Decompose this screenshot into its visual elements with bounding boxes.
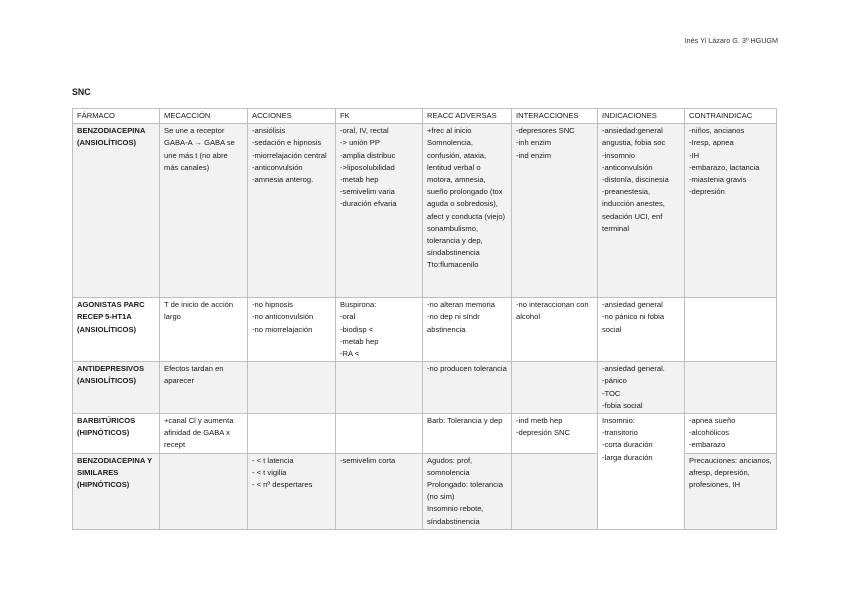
cell-fk bbox=[336, 414, 423, 454]
table-header-row bbox=[73, 109, 777, 124]
cell-interacciones: -depresores SNC -inh enzim -ind enzim bbox=[512, 124, 598, 298]
cell-farmaco: BENZODIACEPINA (ANSIOLÍTICOS) bbox=[73, 124, 160, 298]
cell-contraindicac: -niños, ancianos -Iresp, apnea -IH -embarazo, lactancia -miastenia gravis -depresión bbox=[685, 124, 777, 298]
cell-fk: -semivelim corta bbox=[336, 453, 423, 529]
cell-interacciones: -ind metb hep -depresión SNC bbox=[512, 414, 598, 454]
cell-farmaco: BARBITÚRICOS (HIPNÓTICOS) bbox=[73, 414, 160, 454]
header-fk: FK bbox=[336, 109, 423, 124]
header-mecaccion: MECACCIÓN bbox=[160, 109, 248, 124]
header-farmaco: FÁRMACO bbox=[73, 109, 160, 124]
header-indicaciones: INDICACIONES bbox=[598, 109, 685, 124]
cell-indicaciones: -ansiedad general. -pánico -TOC -fobia social bbox=[598, 362, 685, 414]
cell-mecaccion: Se une a receptor GABA-A → GABA se une más t (no abre más canales) bbox=[160, 124, 248, 298]
cell-contraindicac: -apnea sueño -alcohólicos -embarazo bbox=[685, 414, 777, 454]
cell-acciones bbox=[248, 414, 336, 454]
cell-farmaco: ANTIDEPRESIVOS (ANSIOLÍTICOS) bbox=[73, 362, 160, 414]
cell-fk bbox=[336, 362, 423, 414]
cell-interacciones bbox=[512, 453, 598, 529]
cell-acciones: -no hipnosis -no anticonvulsión -no miorrelajación bbox=[248, 298, 336, 362]
cell-interacciones bbox=[512, 362, 598, 414]
cell-indicaciones: -ansiedad general -no pánico ni fobia social bbox=[598, 298, 685, 362]
cell-fk: -oral, IV, rectal -> unión PP -amplia distribuc ->liposolubilidad -metab hep -semivelim varia -duración efvaria bbox=[336, 124, 423, 298]
cell-acciones: -ansiólisis -sedación e hipnosis -miorrelajación central -anticonvulsión -amnesia anterog. bbox=[248, 124, 336, 298]
cell-acciones: - < t latencia - < t vigilia - < nº despertares bbox=[248, 453, 336, 529]
cell-contraindicac: Precauciones: ancianos, afresp, depresión, profesiones, IH bbox=[685, 453, 777, 529]
cell-indicaciones: Insomnio: -transitorio -corta duración -larga duración bbox=[598, 414, 685, 530]
cell-fk: Buspirona: -oral -biodisp < -metab hep -RA < bbox=[336, 298, 423, 362]
header-contraindicac: CONTRAINDICAC bbox=[685, 109, 777, 124]
cell-indicaciones: -ansiedad:general angustia, fobia soc -insomnio -anticonvulsión -distonía, discinesia -preanestesia, inducción anestes, sedación UCI, enf terminal bbox=[598, 124, 685, 298]
table-row bbox=[73, 414, 777, 454]
cell-reacc-adversas: Barb: Tolerancia y dep bbox=[423, 414, 512, 454]
cell-mecaccion: Efectos tardan en aparecer bbox=[160, 362, 248, 414]
header-reacc-adversas: REACC ADVERSAS bbox=[423, 109, 512, 124]
cell-mecaccion: T de inicio de acción largo bbox=[160, 298, 248, 362]
cell-contraindicac bbox=[685, 298, 777, 362]
cell-farmaco: AGONISTAS PARC RECEP 5-HT1A (ANSIOLÍTICOS) bbox=[73, 298, 160, 362]
cell-farmaco: BENZODIACEPINA Y SIMILARES (HIPNÓTICOS) bbox=[73, 453, 160, 529]
cell-contraindicac bbox=[685, 362, 777, 414]
author-note: Inés Yi Lázaro G. 3º HGUGM bbox=[684, 36, 778, 45]
table-row bbox=[73, 298, 777, 362]
cell-reacc-adversas: +frec al inicio Somnolencia, confusión, ataxia, lentitud verbal o motora, amnesia, sueño prolongado (tox aguda o sobredosis), afect y conducta (viejo) sonambulismo, tolerancia y dep, síndabstinencia Tto:flumacenilo bbox=[423, 124, 512, 298]
cell-reacc-adversas: -no producen tolerancia bbox=[423, 362, 512, 414]
cell-reacc-adversas: Agudos: prof, somnolencia Prolongado: tolerancia (no sim) Insomnio rebote, síndabstinencia bbox=[423, 453, 512, 529]
cell-mecaccion: +canal Cl y aumenta afinidad de GABA x recept bbox=[160, 414, 248, 454]
cell-mecaccion bbox=[160, 453, 248, 529]
header-acciones: ACCIONES bbox=[248, 109, 336, 124]
table-row bbox=[73, 124, 777, 298]
cell-reacc-adversas: -no alteran memoria -no dep ni síndr abstinencia bbox=[423, 298, 512, 362]
section-title: SNC bbox=[72, 87, 91, 97]
pharmacology-table bbox=[72, 108, 777, 530]
cell-acciones bbox=[248, 362, 336, 414]
header-interacciones: INTERACCIONES bbox=[512, 109, 598, 124]
cell-interacciones: -no interaccionan con alcohol bbox=[512, 298, 598, 362]
table-row bbox=[73, 362, 777, 414]
